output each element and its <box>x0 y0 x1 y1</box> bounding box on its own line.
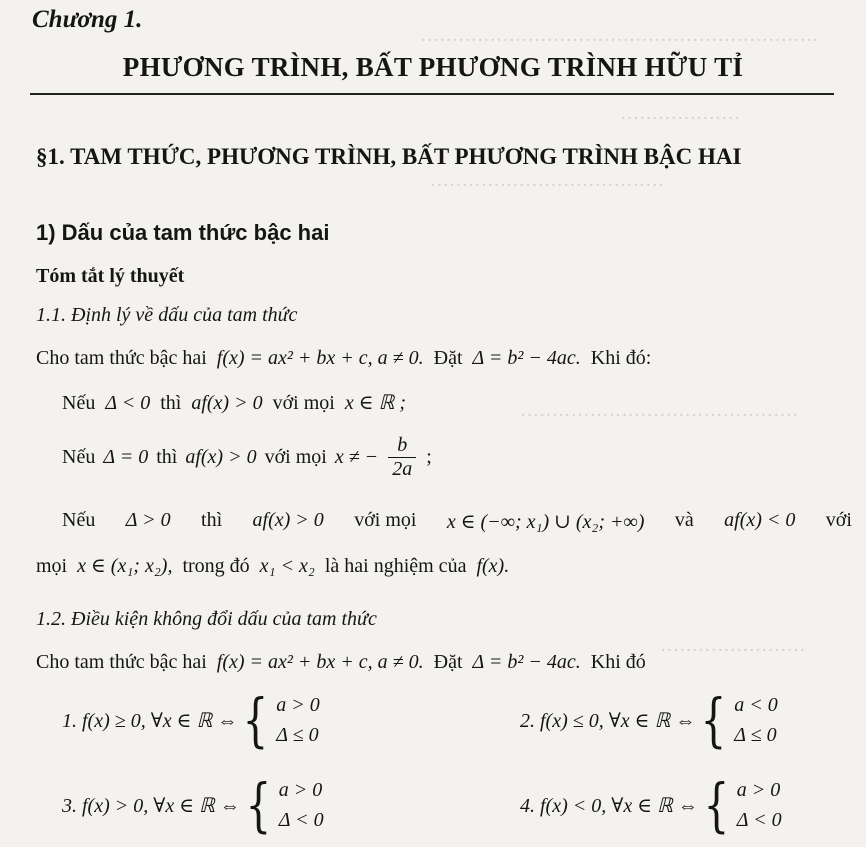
case-text: và <box>674 509 694 531</box>
condition-top: a > 0 <box>736 779 781 801</box>
condition-heading: 1.2. Điều kiện không đổi dấu của tam thức <box>36 608 377 630</box>
discriminant-formula: Δ = b² − 4ac. <box>472 651 581 673</box>
case-text: với <box>825 509 852 531</box>
roots-order: x₁ < x₂ <box>259 555 315 577</box>
case-domain: x ∈ (−∞; x₁) ∪ (x₂; +∞) <box>446 511 645 533</box>
case-function: f(x). <box>476 555 510 577</box>
intro-text: Cho tam thức bậc hai <box>36 651 207 673</box>
case-positive-discriminant-cont <box>36 553 509 578</box>
case-text: là hai nghiệm của <box>324 555 467 577</box>
title-divider <box>30 93 834 95</box>
curly-brace: { <box>700 686 727 754</box>
intro-text: Cho tam thức bậc hai <box>36 347 207 369</box>
theorem-heading: 1.1. Định lý về dấu của tam thức <box>36 304 298 326</box>
intro-text: Khi đó <box>590 651 646 673</box>
condition-bottom: Δ ≤ 0 <box>276 724 319 746</box>
intro-text: Đặt <box>433 347 463 369</box>
condition-lhs: 4. f(x) < 0, ∀x ∈ ℝ ⇔ <box>520 794 698 817</box>
case-domain: x ∈ ℝ ; <box>344 392 407 414</box>
fraction-b-over-2a <box>388 434 416 481</box>
condition-bottom: Δ < 0 <box>278 809 324 831</box>
condition-lhs: 2. f(x) ≤ 0, ∀x ∈ ℝ ⇔ <box>520 709 696 732</box>
case-expression: af(x) > 0 <box>191 392 263 414</box>
case-condition: Δ > 0 <box>125 509 171 531</box>
condition-top: a < 0 <box>734 694 778 716</box>
case-expression: af(x) > 0 <box>185 446 257 468</box>
condition-item <box>62 686 320 754</box>
case-text: thì <box>201 509 223 531</box>
summary-heading: Tóm tắt lý thuyết <box>36 265 185 287</box>
condition-bottom: Δ < 0 <box>736 809 782 831</box>
case-text: với mọi <box>264 446 327 468</box>
intro-text: Khi đó: <box>590 347 652 369</box>
case-text: thì <box>160 392 182 414</box>
curly-brace: { <box>245 771 272 839</box>
case-text: mọi <box>36 555 68 577</box>
bleed-through: ······················· <box>660 640 806 661</box>
case-domain: x ∈ (x₁; x₂), <box>77 555 173 577</box>
chapter-title: PHƯƠNG TRÌNH, BẤT PHƯƠNG TRÌNH HỮU TỈ <box>122 52 744 82</box>
intro-text: Đặt <box>433 651 463 673</box>
condition-lhs: 3. f(x) > 0, ∀x ∈ ℝ ⇔ <box>62 794 240 817</box>
condition-item <box>62 771 324 839</box>
chapter-label: Chương 1. <box>32 6 143 33</box>
condition-top: a > 0 <box>278 779 323 801</box>
case-text: Nếu <box>62 392 96 414</box>
case-expression: af(x) > 0 <box>252 509 324 531</box>
bleed-through: ····································· <box>430 175 665 196</box>
case-text: với mọi <box>354 509 417 531</box>
quadratic-formula: f(x) = ax² + bx + c, a ≠ 0. <box>216 651 424 673</box>
case-text: Nếu <box>62 509 96 531</box>
curly-brace: { <box>703 771 730 839</box>
case-text: Nếu <box>62 446 96 468</box>
case-domain: x ≠ − <box>334 446 379 468</box>
intro-line-2 <box>36 651 646 674</box>
quadratic-formula: f(x) = ax² + bx + c, a ≠ 0. <box>216 347 424 369</box>
case-negative-discriminant <box>62 390 406 415</box>
case-condition: Δ < 0 <box>105 392 151 414</box>
case-expression: af(x) < 0 <box>724 509 796 531</box>
bleed-through: ··················· <box>620 108 741 129</box>
intro-line <box>36 347 651 370</box>
case-text: thì <box>156 446 178 468</box>
condition-lhs: 1. f(x) ≥ 0, ∀x ∈ ℝ ⇔ <box>62 709 238 732</box>
case-zero-discriminant <box>62 434 432 481</box>
condition-top: a > 0 <box>276 694 320 716</box>
condition-item <box>520 686 778 754</box>
case-text: ; <box>426 446 432 468</box>
condition-bottom: Δ ≤ 0 <box>734 724 777 746</box>
fraction-denominator: 2a <box>392 458 413 480</box>
case-text: trong đó <box>182 555 250 577</box>
discriminant-formula: Δ = b² − 4ac. <box>472 347 581 369</box>
case-text: với mọi <box>272 392 335 414</box>
curly-brace: { <box>242 686 269 754</box>
case-positive-discriminant <box>62 509 852 534</box>
section-heading: §1. TAM THỨC, PHƯƠNG TRÌNH, BẤT PHƯƠNG TRÌNH BẬC HAI <box>36 144 742 169</box>
condition-item <box>520 771 782 839</box>
fraction-numerator: b <box>388 434 416 458</box>
bleed-through: ······························································· <box>420 30 819 51</box>
case-condition: Δ = 0 <box>103 446 149 468</box>
bleed-through: ············································ <box>520 405 799 426</box>
subsection-heading: 1) Dấu của tam thức bậc hai <box>36 220 330 245</box>
